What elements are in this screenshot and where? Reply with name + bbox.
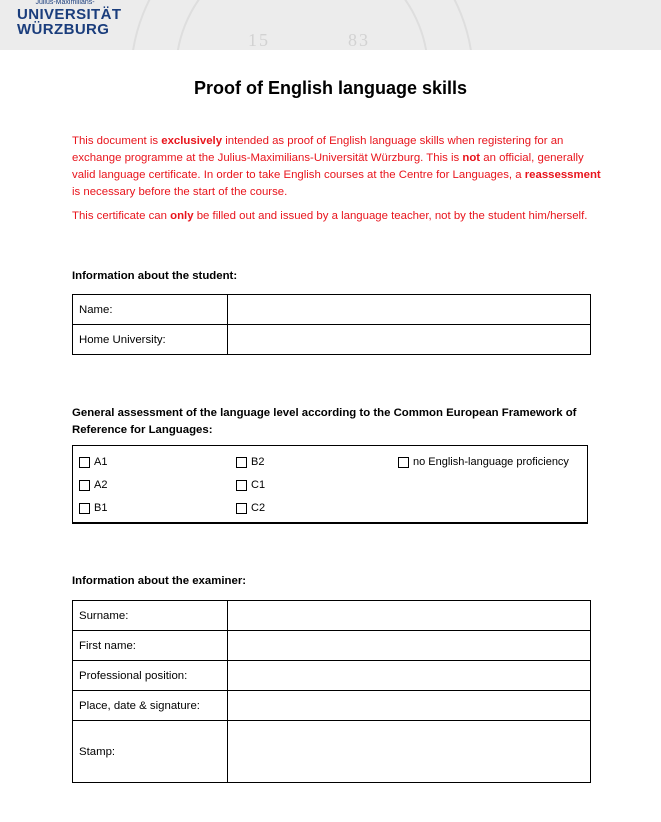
stamp-field[interactable] bbox=[228, 721, 591, 783]
notice-paragraph-1 bbox=[72, 133, 602, 201]
examiner-table bbox=[72, 600, 591, 783]
table-row bbox=[73, 601, 591, 631]
logo-line-2: WÜRZBURG bbox=[17, 21, 110, 38]
notice-text: an official, generally valid language certificate. In order to take English courses at the Centre for Languages, a bbox=[72, 152, 584, 181]
professional-position-label: Professional position: bbox=[73, 661, 228, 691]
option-label: B1 bbox=[94, 502, 108, 514]
name-label: Name: bbox=[73, 295, 228, 325]
university-seal-inner bbox=[175, 0, 429, 50]
option-label: A1 bbox=[94, 456, 108, 468]
name-field[interactable] bbox=[228, 295, 591, 325]
notice-text: This certificate can bbox=[72, 210, 171, 222]
signature-label: Place, date & signature: bbox=[73, 691, 228, 721]
level-option-c2[interactable] bbox=[236, 502, 265, 514]
checkbox-icon[interactable] bbox=[398, 457, 409, 468]
logo-top-text: Julius-Maximilians- bbox=[35, 0, 95, 6]
first-name-label: First name: bbox=[73, 631, 228, 661]
level-option-b1[interactable] bbox=[79, 502, 107, 514]
notice-text: This document is bbox=[72, 135, 162, 147]
professional-position-field[interactable] bbox=[228, 661, 591, 691]
table-row bbox=[73, 325, 591, 355]
notice-paragraph-2 bbox=[72, 208, 602, 225]
notice-text: is necessary before the start of the course. bbox=[72, 186, 288, 198]
table-row bbox=[73, 721, 591, 783]
logo-line-1: UNIVERSITÄT bbox=[17, 6, 122, 23]
checkbox-icon[interactable] bbox=[236, 480, 247, 491]
level-option-b2[interactable] bbox=[236, 456, 264, 468]
option-label: C2 bbox=[251, 502, 266, 514]
seal-year-left: 15 bbox=[248, 30, 270, 50]
notice-emphasis: reassessment bbox=[524, 169, 601, 181]
option-label: B2 bbox=[251, 456, 265, 468]
level-option-a1[interactable] bbox=[79, 456, 107, 468]
level-options-box bbox=[72, 445, 588, 524]
table-row bbox=[73, 631, 591, 661]
table-row bbox=[73, 295, 591, 325]
checkbox-icon[interactable] bbox=[236, 457, 247, 468]
option-label: C1 bbox=[251, 479, 266, 491]
level-option-a2[interactable] bbox=[79, 479, 107, 491]
table-row bbox=[73, 661, 591, 691]
seal-year-right: 83 bbox=[348, 30, 370, 50]
student-table bbox=[72, 294, 591, 355]
university-logo[interactable] bbox=[17, 0, 121, 37]
home-university-label: Home University: bbox=[73, 325, 228, 355]
surname-label: Surname: bbox=[73, 601, 228, 631]
option-label: A2 bbox=[94, 479, 108, 491]
stamp-label: Stamp: bbox=[73, 721, 228, 783]
checkbox-icon[interactable] bbox=[79, 503, 90, 514]
examiner-section-heading: Information about the examiner: bbox=[72, 575, 247, 587]
signature-field[interactable] bbox=[228, 691, 591, 721]
student-section-heading: Information about the student: bbox=[72, 270, 238, 282]
checkbox-icon[interactable] bbox=[236, 503, 247, 514]
notice-emphasis: exclusively bbox=[161, 135, 223, 147]
notice-text: intended as proof of English language skills when registering for an exchange programme at the Julius-Maximilians-Universität Würzburg. This is bbox=[72, 135, 564, 164]
notice-text: be filled out and issued by a language teacher, not by the student him/herself. bbox=[193, 210, 588, 222]
document-title: Proof of English language skills bbox=[193, 78, 468, 98]
checkbox-icon[interactable] bbox=[79, 480, 90, 491]
notice-emphasis: not bbox=[462, 152, 481, 164]
surname-field[interactable] bbox=[228, 601, 591, 631]
first-name-field[interactable] bbox=[228, 631, 591, 661]
level-option-none[interactable] bbox=[398, 456, 569, 468]
option-label: no English-language proficiency bbox=[413, 456, 569, 468]
notice-emphasis: only bbox=[170, 210, 194, 222]
header-banner bbox=[0, 0, 661, 50]
home-university-field[interactable] bbox=[228, 325, 591, 355]
checkbox-icon[interactable] bbox=[79, 457, 90, 468]
table-row bbox=[73, 691, 591, 721]
level-option-c1[interactable] bbox=[236, 479, 265, 491]
assessment-section-heading: General assessment of the language level according to the Common European Framework of Reference for Languages: bbox=[72, 407, 577, 436]
